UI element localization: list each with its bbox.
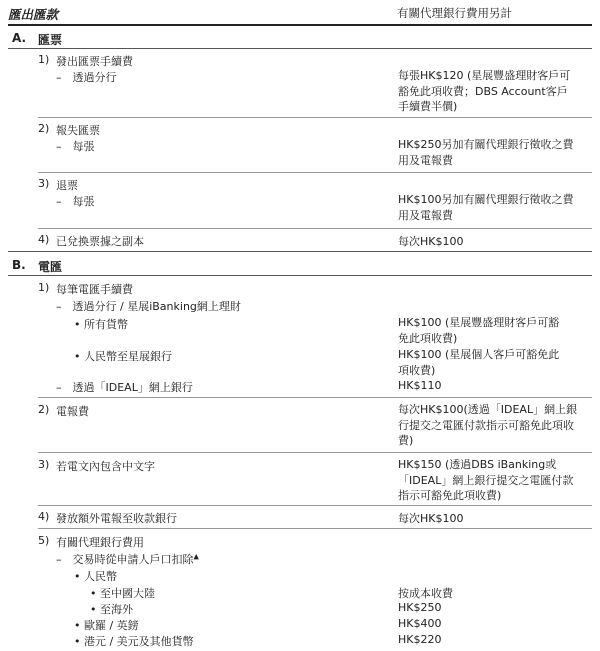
- a3-value: HK$100另加有關代理銀行徵收之費用及電報費: [398, 193, 574, 222]
- section-a-divider: [8, 48, 592, 49]
- b5-sub-text: – 交易時從申請人戶口扣除: [56, 553, 194, 566]
- row-divider: [38, 397, 592, 398]
- page-title: 匯出匯款: [8, 7, 59, 22]
- b5-overseas-value: HK$250: [398, 601, 442, 614]
- section-b-divider: [8, 275, 592, 276]
- b2-number: 2): [38, 403, 50, 416]
- section-a-letter: A.: [12, 31, 27, 45]
- triangle-icon: ▲: [193, 552, 199, 561]
- b1-sub1: – 透過分行 / 星展iBanking網上理財: [56, 300, 241, 313]
- b5-sub: [56, 551, 199, 567]
- b1-sub2-value: HK$110: [398, 379, 442, 392]
- row-divider: [38, 528, 592, 529]
- a2-sub: – 每張: [56, 140, 95, 153]
- b2-value: 每次HK$100(透過「IDEAL」網上銀行提交之電匯付款指示可豁免此項收費): [398, 403, 578, 447]
- row-divider: [38, 117, 592, 118]
- b3-label: 若電文內包含中文字: [56, 460, 155, 473]
- b1-bullet-rmb: • 人民幣至星展銀行: [74, 350, 172, 363]
- b5-eur-gbp: • 歐羅 / 英鎊: [74, 619, 139, 632]
- a3-sub: – 每張: [56, 195, 95, 208]
- a1-label: 發出匯票手續費: [56, 55, 133, 68]
- b5-hkd-usd-value: HK$220: [398, 633, 442, 646]
- section-b-title: 電匯: [38, 260, 63, 274]
- b4-value: 每次HK$100: [398, 512, 464, 525]
- b1-number: 1): [38, 281, 50, 294]
- a3-label: 退票: [56, 179, 78, 192]
- b1-label: 每筆電匯手續費: [56, 283, 133, 296]
- b5-overseas: • 至海外: [90, 603, 133, 616]
- b1-bullet-rmb-value: HK$100 (星展個人客戶可豁免此項收費): [398, 348, 560, 377]
- b5-number: 5): [38, 534, 50, 547]
- b5-rmb: • 人民幣: [74, 570, 117, 583]
- section-b-letter: B.: [12, 258, 26, 272]
- a2-value: HK$250另加有關代理銀行徵收之費用及電報費: [398, 138, 574, 167]
- b5-eur-gbp-value: HK$400: [398, 617, 442, 630]
- b3-number: 3): [38, 458, 50, 471]
- row-divider: [38, 452, 592, 453]
- b5-mainland-value: 按成本收費: [398, 587, 453, 600]
- b1-bullet-all: • 所有貨幣: [74, 318, 128, 331]
- row-divider: [38, 505, 592, 506]
- a4-value: 每次HK$100: [398, 235, 464, 248]
- b3-value: HK$150 (透過DBS iBanking或「IDEAL」網上銀行提交之電匯付款指示可豁免此項收費): [398, 458, 574, 502]
- b1-bullet-all-value: HK$100 (星展豐盛理財客戶可豁免此項收費): [398, 316, 560, 345]
- section-a-title: 匯票: [38, 33, 63, 47]
- row-divider: [38, 228, 592, 229]
- a1-value: 每張HK$120 (星展豐盛理財客戶可豁免此項收費；DBS Account客戶手續費半價): [398, 69, 571, 113]
- b4-number: 4): [38, 510, 50, 523]
- b4-label: 發放額外電報至收款銀行: [56, 512, 177, 525]
- header-divider: [8, 24, 592, 26]
- b5-mainland: • 至中國大陸: [90, 587, 155, 600]
- a3-number: 3): [38, 177, 50, 190]
- b2-label: 電報費: [56, 405, 89, 418]
- b1-sub2: – 透過「IDEAL」網上銀行: [56, 381, 193, 394]
- row-divider: [38, 172, 592, 173]
- a1-sub: – 透過分行: [56, 71, 117, 84]
- header-note: 有關代理銀行費用另計: [397, 6, 512, 20]
- a4-number: 4): [38, 233, 50, 246]
- a4-label: 已兌換票據之副本: [56, 235, 144, 248]
- a1-number: 1): [38, 53, 50, 66]
- b5-hkd-usd: • 港元 / 美元及其他貨幣: [74, 635, 194, 648]
- a2-label: 報失匯票: [56, 124, 100, 137]
- b5-label: 有關代理銀行費用: [56, 536, 144, 549]
- section-divider: [8, 251, 592, 252]
- a2-number: 2): [38, 122, 50, 135]
